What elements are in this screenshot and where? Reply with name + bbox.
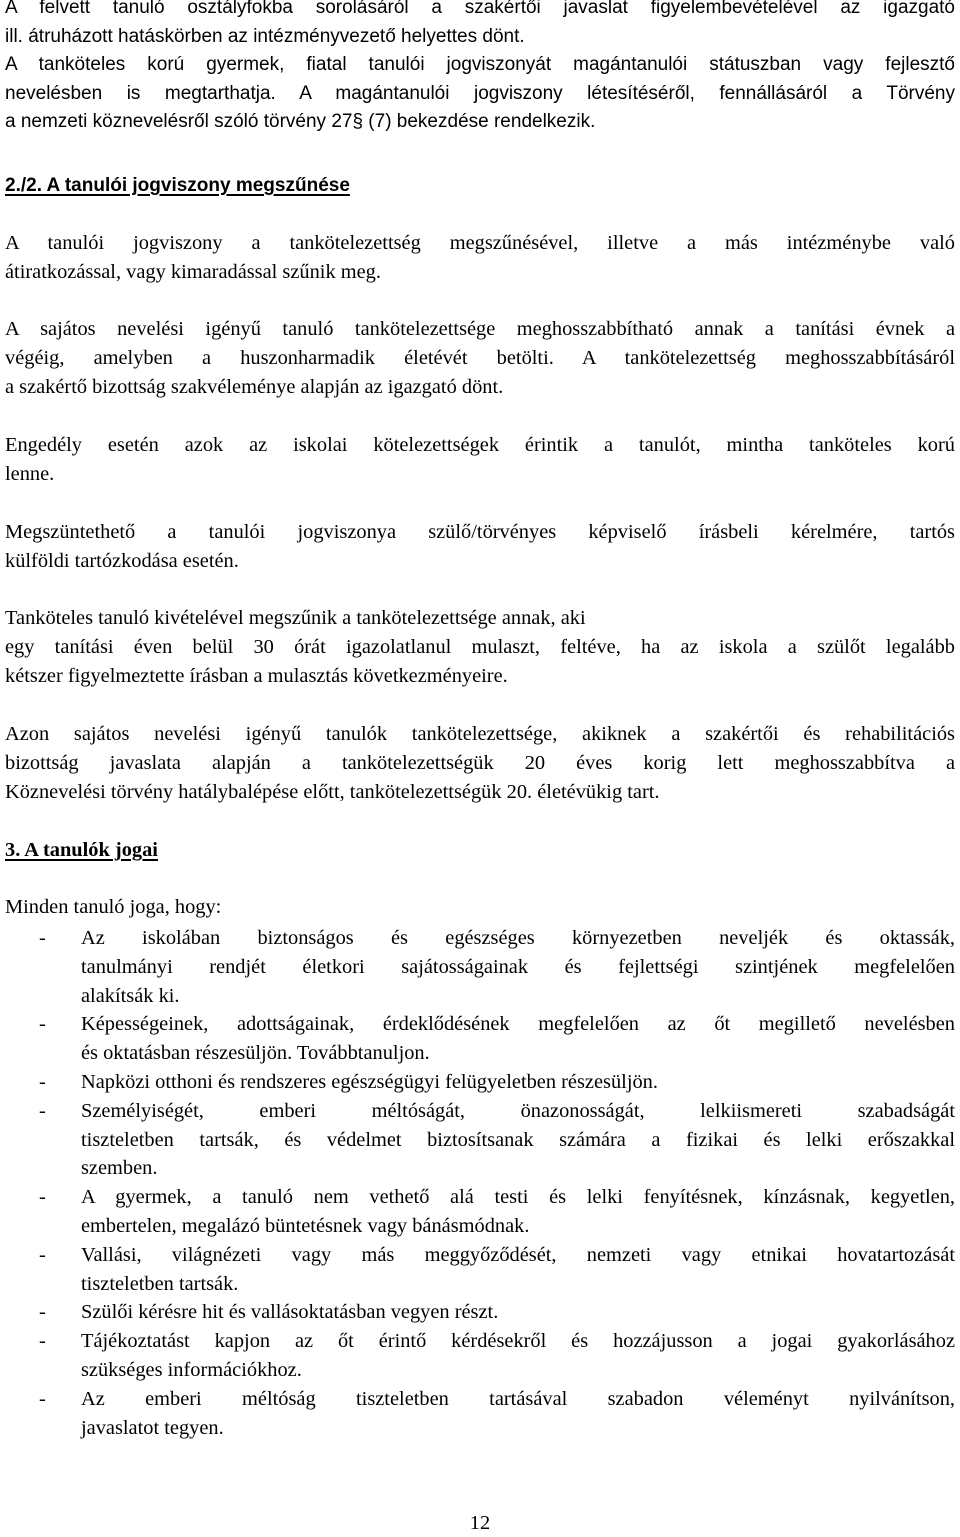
text-line: a szakértő bizottság szakvéleménye alapján az igazgató dönt. — [5, 375, 504, 398]
list-item — [5, 1183, 955, 1241]
list-item — [5, 1385, 955, 1443]
text-line: Az iskolában biztonságos és egészséges környezetben neveljék és oktassák, — [81, 927, 955, 949]
list-item — [5, 924, 955, 1010]
paragraph-sen-age — [5, 720, 955, 806]
paragraph-permission — [5, 431, 955, 489]
text-line: embertelen, megalázó büntetésnek vagy bánásmódnak. — [81, 1214, 530, 1237]
text-line: A tanulói jogviszony a tankötelezettség megszűnésével, illetve a más intézménybe való — [5, 232, 955, 254]
text-line: átiratkozással, vagy kimaradással szűnik meg. — [5, 260, 381, 283]
bullet-dash: - — [39, 927, 46, 949]
section-heading-3: 3. A tanulók jogai — [5, 839, 158, 861]
rights-list — [5, 924, 955, 1442]
text-line: A felvett tanuló osztályfokba sorolásáról a szakértői javaslat figyelembevételével az igazgató — [5, 0, 955, 18]
list-item — [5, 1298, 955, 1327]
text-line: Képességeinek, adottságainak, érdeklődésének megfelelően az őt megillető nevelésben — [81, 1013, 955, 1036]
paragraph-absence — [5, 604, 955, 690]
list-item — [5, 1068, 955, 1097]
text-line: tiszteletben tartsák, és védelmet biztosítsanak számára a fizikai és lelki erőszakkal — [81, 1128, 955, 1151]
intro-paragraph-1 — [5, 0, 955, 51]
text-line: Tanköteles tanuló kivételével megszűnik a tankötelezettsége annak, aki — [5, 607, 586, 629]
text-line: külföldi tartózkodása esetén. — [5, 549, 239, 572]
text-line: egy tanítási éven belül 30 órát igazolatlanul mulaszt, feltéve, ha az iskola a szülőt legalább — [5, 635, 955, 658]
text-line: tiszteletben tartsák. — [81, 1272, 239, 1295]
text-line: javaslatot tegyen. — [81, 1416, 224, 1439]
text-line: A gyermek, a tanuló nem vethető alá testi és lelki fenyítésnek, kínzásnak, kegyetlen, — [81, 1186, 955, 1209]
section-heading-2-2: 2./2. A tanulói jogviszony megszűnése — [5, 175, 350, 196]
text-line: kétszer figyelmeztette írásban a mulasztás következményeire. — [5, 664, 508, 687]
bullet-dash: - — [39, 1301, 46, 1324]
text-line: Szülői kérésre hit és vallásoktatásban vegyen részt. — [81, 1301, 499, 1324]
text-line: tanulmányi rendjét életkori sajátosságainak és fejlettségi szintjének megfelelően — [81, 955, 955, 978]
text-line: Megszüntethető a tanulói jogviszonya szülő/törvényes képviselő írásbeli kérelmére, tartós — [5, 521, 955, 543]
text-line: Tájékoztatást kapjon az őt érintő kérdésekről és hozzájusson a jogai gyakorlásához — [81, 1330, 955, 1353]
list-item — [5, 1327, 955, 1385]
paragraph-termination — [5, 229, 955, 287]
text-line: Személyiségét, emberi méltóságát, önazonosságát, lelkiismereti szabadságát — [81, 1099, 955, 1122]
bullet-dash: - — [39, 1330, 46, 1353]
text-line: A sajátos nevelési igényű tanuló tankötelezettsége meghosszabbítható annak a tanítási évnek a — [5, 318, 955, 340]
text-line: Azon sajátos nevelési igényű tanulók tankötelezettsége, akiknek a szakértői és rehabilitációs — [5, 723, 955, 745]
bullet-dash: - — [39, 1387, 46, 1410]
text-line: A tanköteles korú gyermek, fiatal tanulói jogviszonyát magántanulói státuszban vagy fejlesztő — [5, 54, 955, 75]
text-line: végéig, amelyben a huszonharmadik életévét betölti. A tankötelezettség meghosszabbításáról — [5, 346, 955, 369]
text-line: nevelésben is megtarthatja. A magántanulói jogviszony létesítéséről, fennállásáról a Törvény — [5, 82, 955, 104]
text-line: Vallási, világnézeti vagy más meggyőződését, nemzeti vagy etnikai hovatartozását — [81, 1243, 955, 1266]
rights-intro: Minden tanuló joga, hogy: — [5, 896, 222, 918]
bullet-dash: - — [39, 1186, 46, 1209]
list-item — [5, 1010, 955, 1068]
text-line: Az emberi méltóság tiszteletben tartásával szabadon véleményt nyilvánítson, — [81, 1387, 955, 1410]
bullet-dash: - — [39, 1070, 46, 1093]
paragraph-sen-extension — [5, 315, 955, 401]
text-line: és oktatásban részesüljön. Továbbtanuljon. — [81, 1042, 430, 1065]
paragraph-parent-request — [5, 518, 955, 576]
text-line: Engedély esetén azok az iskolai kötelezettségek érintik a tanulót, mintha tanköteles korú — [5, 434, 955, 456]
text-line: ill. átruházott hatáskörben az intézményvezető helyettes dönt. — [5, 25, 525, 47]
text-line: Napközi otthoni és rendszeres egészségügyi felügyeletben részesüljön. — [81, 1070, 658, 1093]
text-line: szükséges információkhoz. — [81, 1358, 302, 1381]
text-line: a nemzeti köznevelésről szóló törvény 27§ (7) bekezdése rendelkezik. — [5, 111, 596, 132]
bullet-dash: - — [39, 1013, 46, 1036]
page-number: 12 — [469, 1512, 491, 1534]
text-line: szemben. — [81, 1157, 158, 1180]
bullet-dash: - — [39, 1099, 46, 1122]
text-line: Köznevelési törvény hatálybalépése előtt, tankötelezettségük 20. életévükig tart. — [5, 780, 660, 803]
text-line: alakítsák ki. — [81, 984, 180, 1007]
list-item — [5, 1097, 955, 1183]
text-line: lenne. — [5, 462, 55, 485]
text-line: bizottság javaslata alapján a tankötelezettségük 20 éves korig lett meghosszabbítva a — [5, 751, 955, 774]
list-item — [5, 1241, 955, 1299]
intro-paragraph-2 — [5, 51, 955, 137]
bullet-dash: - — [39, 1243, 46, 1266]
